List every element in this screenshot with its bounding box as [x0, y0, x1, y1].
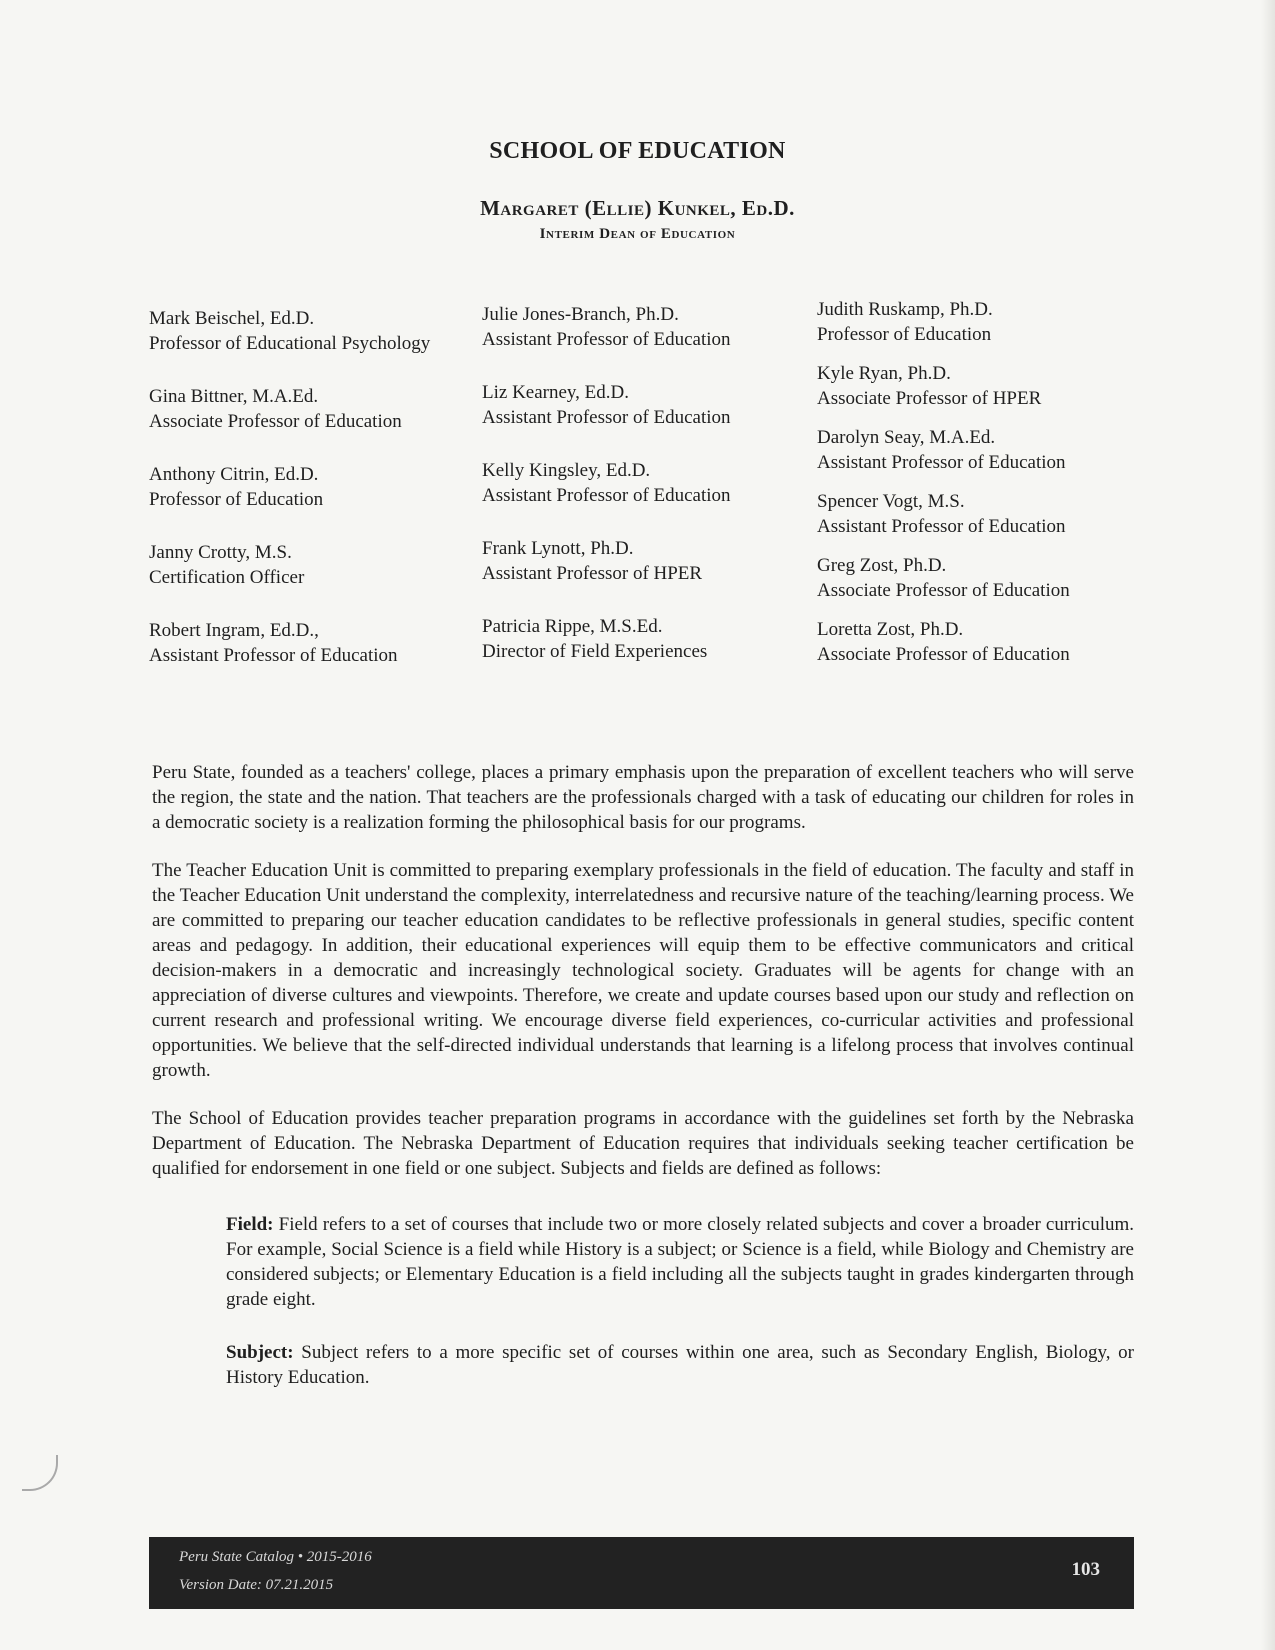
faculty-entry	[149, 618, 469, 696]
page-number: 103	[1071, 1559, 1100, 1580]
faculty-entry	[482, 614, 812, 692]
faculty-name: Julie Jones-Branch, Ph.D.	[482, 304, 679, 325]
faculty-title: Associate Professor of Education	[149, 411, 402, 432]
dean-name: Margaret (Ellie) Kunkel, Ed.D.	[480, 196, 795, 220]
faculty-entry	[482, 302, 812, 380]
faculty-title: Assistant Professor of Education	[817, 452, 1066, 473]
faculty-title: Director of Field Experiences	[482, 641, 708, 662]
faculty-entry	[149, 306, 469, 384]
faculty-title: Professor of Education	[817, 324, 992, 345]
faculty-title: Assistant Professor of Education	[482, 407, 731, 428]
faculty-entry	[817, 553, 1217, 617]
faculty-entry	[817, 425, 1217, 489]
field-definition	[226, 1212, 1134, 1312]
faculty-entry	[149, 462, 469, 540]
faculty-name: Mark Beischel, Ed.D.	[149, 308, 315, 329]
faculty-name: Loretta Zost, Ph.D.	[817, 619, 964, 640]
faculty-title: Assistant Professor of Education	[149, 645, 398, 666]
faculty-title: Associate Professor of Education	[817, 644, 1070, 665]
dean-title: Interim Dean of Education	[539, 226, 736, 242]
faculty-title: Associate Professor of Education	[817, 580, 1070, 601]
page-edge-shadow	[1261, 0, 1275, 1650]
faculty-name: Spencer Vogt, M.S.	[817, 491, 965, 512]
faculty-entry	[817, 617, 1217, 681]
faculty-name: Frank Lynott, Ph.D.	[482, 538, 634, 559]
faculty-entry	[817, 489, 1217, 553]
faculty-name: Gina Bittner, M.A.Ed.	[149, 386, 319, 407]
faculty-name: Greg Zost, Ph.D.	[817, 555, 947, 576]
school-programs-paragraph: The School of Education provides teacher preparation programs in accordance with the guidelines set forth by the Nebraska Department of Education. The Nebraska Department of Education requires that individuals seeking teacher certification be qualified for endorsement in one field or one subject. Subjects and fields are defined as follows:	[152, 1108, 1134, 1179]
intro-paragraph: Peru State, founded as a teachers' college, places a primary emphasis upon the preparation of excellent teachers who will serve the region, the state and the nation. That teachers are the professionals charged with a task of educating our children for roles in a democratic society is a realization forming the philosophical basis for our programs.	[152, 762, 1134, 833]
faculty-title: Assistant Professor of HPER	[482, 563, 703, 584]
faculty-name: Robert Ingram, Ed.D.,	[149, 620, 319, 641]
subject-label: Subject:	[226, 1342, 294, 1363]
faculty-name: Patricia Rippe, M.S.Ed.	[482, 616, 663, 637]
faculty-name: Judith Ruskamp, Ph.D.	[817, 299, 993, 320]
faculty-title: Professor of Educational Psychology	[149, 333, 431, 354]
faculty-name: Janny Crotty, M.S.	[149, 542, 292, 563]
faculty-title: Professor of Education	[149, 489, 324, 510]
teacher-education-unit-paragraph: The Teacher Education Unit is committed to preparing exemplary professionals in the field of education. The faculty and staff in the Teacher Education Unit understand the complexity, interrelatedness and recursive nature of the teaching/learning process. We are committed to preparing our teacher education candidates to be reflective professionals in general studies, specific content areas and pedagogy. In addition, their educational experiences will equip them to be effective communicators and critical decision-makers in a democratic and increasingly technological society. Graduates will be agents for change with an appreciation of diverse cultures and viewpoints. Therefore, we create and update courses based upon our study and reflection on current research and professional writing. We encourage diverse field experiences, co-curricular activities and professional opportunities. We believe that the self-directed individual understands that learning is a lifelong process that involves continual growth.	[152, 860, 1134, 1081]
faculty-title: Assistant Professor of Education	[482, 329, 731, 350]
scan-mark	[22, 1455, 58, 1491]
faculty-column-3	[817, 297, 1217, 681]
faculty-entry	[482, 536, 812, 614]
subject-text: Subject refers to a more specific set of courses within one area, such as Secondary English, Biology, or History Education.	[226, 1342, 1134, 1388]
subject-definition	[226, 1340, 1134, 1390]
page-title: SCHOOL OF EDUCATION	[489, 138, 786, 164]
footer-bar	[149, 1537, 1134, 1609]
faculty-entry	[817, 361, 1217, 425]
faculty-entry	[817, 297, 1217, 361]
faculty-name: Kelly Kingsley, Ed.D.	[482, 460, 651, 481]
faculty-name: Liz Kearney, Ed.D.	[482, 382, 630, 403]
footer-version-date: Version Date: 07.21.2015	[179, 1577, 334, 1593]
faculty-name: Kyle Ryan, Ph.D.	[817, 363, 951, 384]
faculty-entry	[149, 540, 469, 618]
faculty-name: Anthony Citrin, Ed.D.	[149, 464, 319, 485]
faculty-title: Certification Officer	[149, 567, 305, 588]
field-text: Field refers to a set of courses that include two or more closely related subjects and cover a broader curriculum. For example, Social Science is a field while History is a subject; or Science is a field, while Biology and Chemistry are considered subjects; or Elementary Education is a field including all the subjects taught in grades kindergarten through grade eight.	[226, 1214, 1135, 1310]
faculty-column-1	[149, 306, 469, 696]
faculty-entry	[149, 384, 469, 462]
faculty-entry	[482, 380, 812, 458]
faculty-name: Darolyn Seay, M.A.Ed.	[817, 427, 996, 448]
faculty-title: Associate Professor of HPER	[817, 388, 1042, 409]
faculty-entry	[482, 458, 812, 536]
footer-catalog: Peru State Catalog • 2015-2016	[179, 1549, 372, 1565]
faculty-column-2	[482, 302, 812, 692]
faculty-title: Assistant Professor of Education	[482, 485, 731, 506]
faculty-title: Assistant Professor of Education	[817, 516, 1066, 537]
field-label: Field:	[226, 1214, 274, 1235]
